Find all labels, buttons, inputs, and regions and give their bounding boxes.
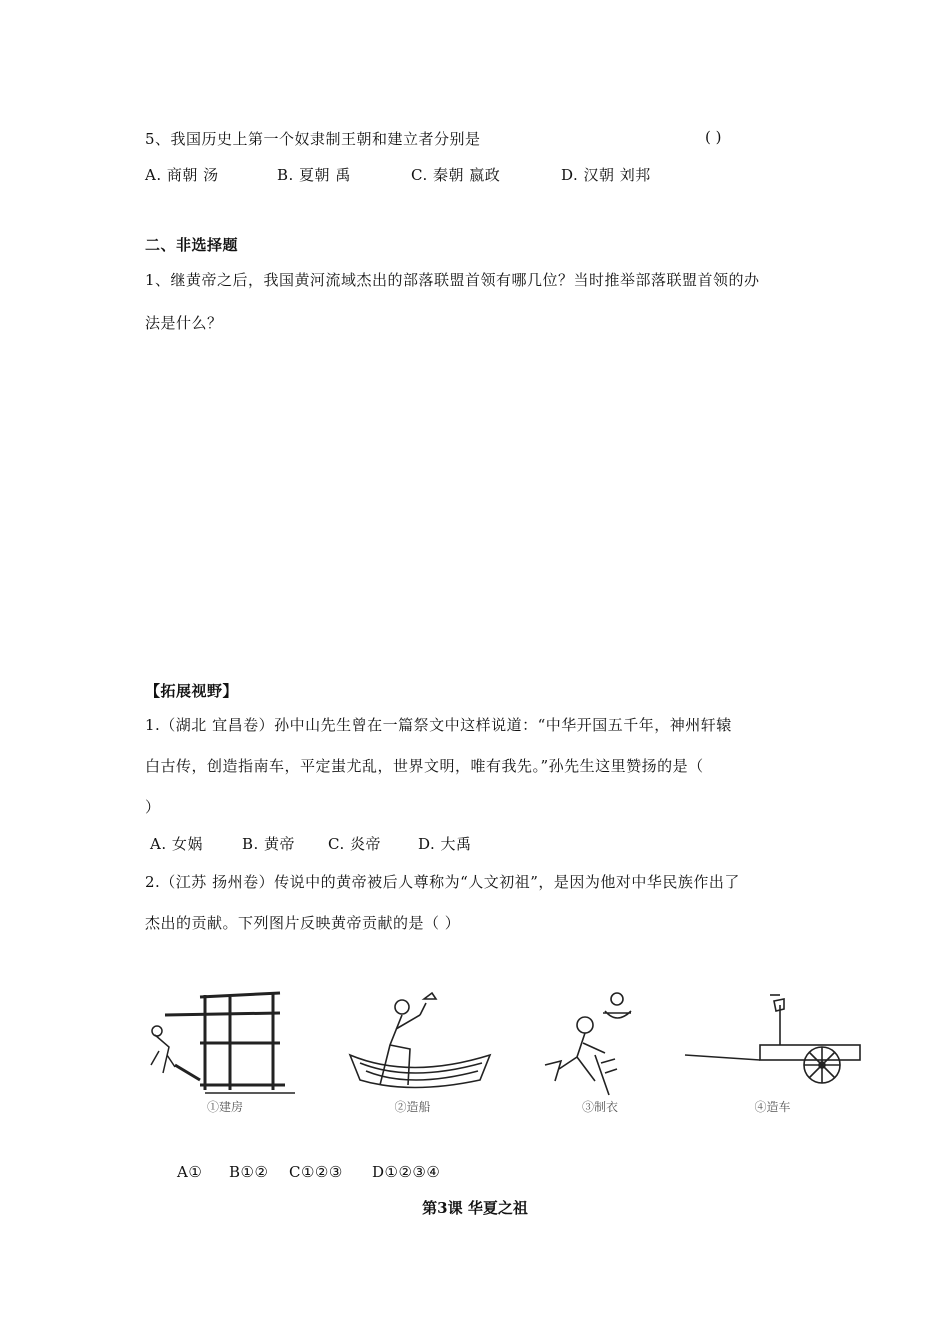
ext-q1-option-d: D. 大禹 <box>418 835 472 853</box>
house-building-illustration <box>145 985 305 1115</box>
extension-q2-line2: 杰出的贡献。下列图片反映黄帝贡献的是（ ） <box>145 914 461 932</box>
q5-options <box>145 164 651 185</box>
boat-building-illustration <box>330 985 495 1115</box>
q5-answer-blank: ( ) <box>705 128 722 146</box>
picture-caption-4: ④造车 <box>754 1100 791 1114</box>
extension-q1-line2: 白古传，创造指南车，平定蚩尤乱，世界文明，唯有我先。”孙先生这里赞扬的是（ <box>145 757 704 775</box>
ext-q2-option-a: A① <box>177 1163 203 1181</box>
cart-building-illustration <box>680 985 865 1115</box>
section2-q1-line2: 法是什么？ <box>145 314 223 332</box>
q5-option-d: D. 汉朝 刘邦 <box>561 166 651 184</box>
ext-q1-option-a: A. 女娲 <box>150 835 203 853</box>
extension-heading: 【拓展视野】 <box>145 682 239 700</box>
section2-q1-line1: 1、继黄帝之后，我国黄河流域杰出的部落联盟首领有哪几位？当时推举部落联盟首领的办 <box>145 271 760 289</box>
clothes-making-illustration <box>535 985 665 1115</box>
picture-caption-1: ①建房 <box>206 1100 243 1114</box>
q5-option-c: C. 秦朝 嬴政 <box>411 166 501 184</box>
extension-q2-line1: 2.（江苏 扬州卷）传说中的黄帝被后人尊称为“人文初祖”，是因为他对中华民族作出了 <box>145 873 740 891</box>
extension-q1-options <box>150 833 472 854</box>
extension-q1-line1: 1.（湖北 宜昌卷）孙中山先生曾在一篇祭文中这样说道：“中华开国五千年，神州轩辕 <box>145 716 732 734</box>
ext-q2-option-c: C①②③ <box>289 1163 343 1181</box>
q5-option-b: B. 夏朝 禹 <box>277 166 351 184</box>
section2-heading: 二、非选择题 <box>145 236 239 254</box>
ext-q2-option-d: D①②③④ <box>372 1163 441 1181</box>
ext-q1-option-b: B. 黄帝 <box>242 835 296 853</box>
contribution-pictures <box>145 985 865 1115</box>
q5-text: 5、我国历史上第一个奴隶制王朝和建立者分别是 <box>145 130 481 148</box>
extension-q1-line3: ） <box>145 798 161 816</box>
ext-q2-option-b: B①② <box>229 1163 269 1181</box>
q5-option-a: A. 商朝 汤 <box>145 166 219 184</box>
picture-caption-3: ③制衣 <box>581 1100 618 1114</box>
ext-q1-option-c: C. 炎帝 <box>328 835 381 853</box>
lesson-title: 第3课 华夏之祖 <box>422 1199 528 1217</box>
picture-caption-2: ②造船 <box>394 1100 431 1114</box>
extension-q2-options <box>177 1163 440 1181</box>
